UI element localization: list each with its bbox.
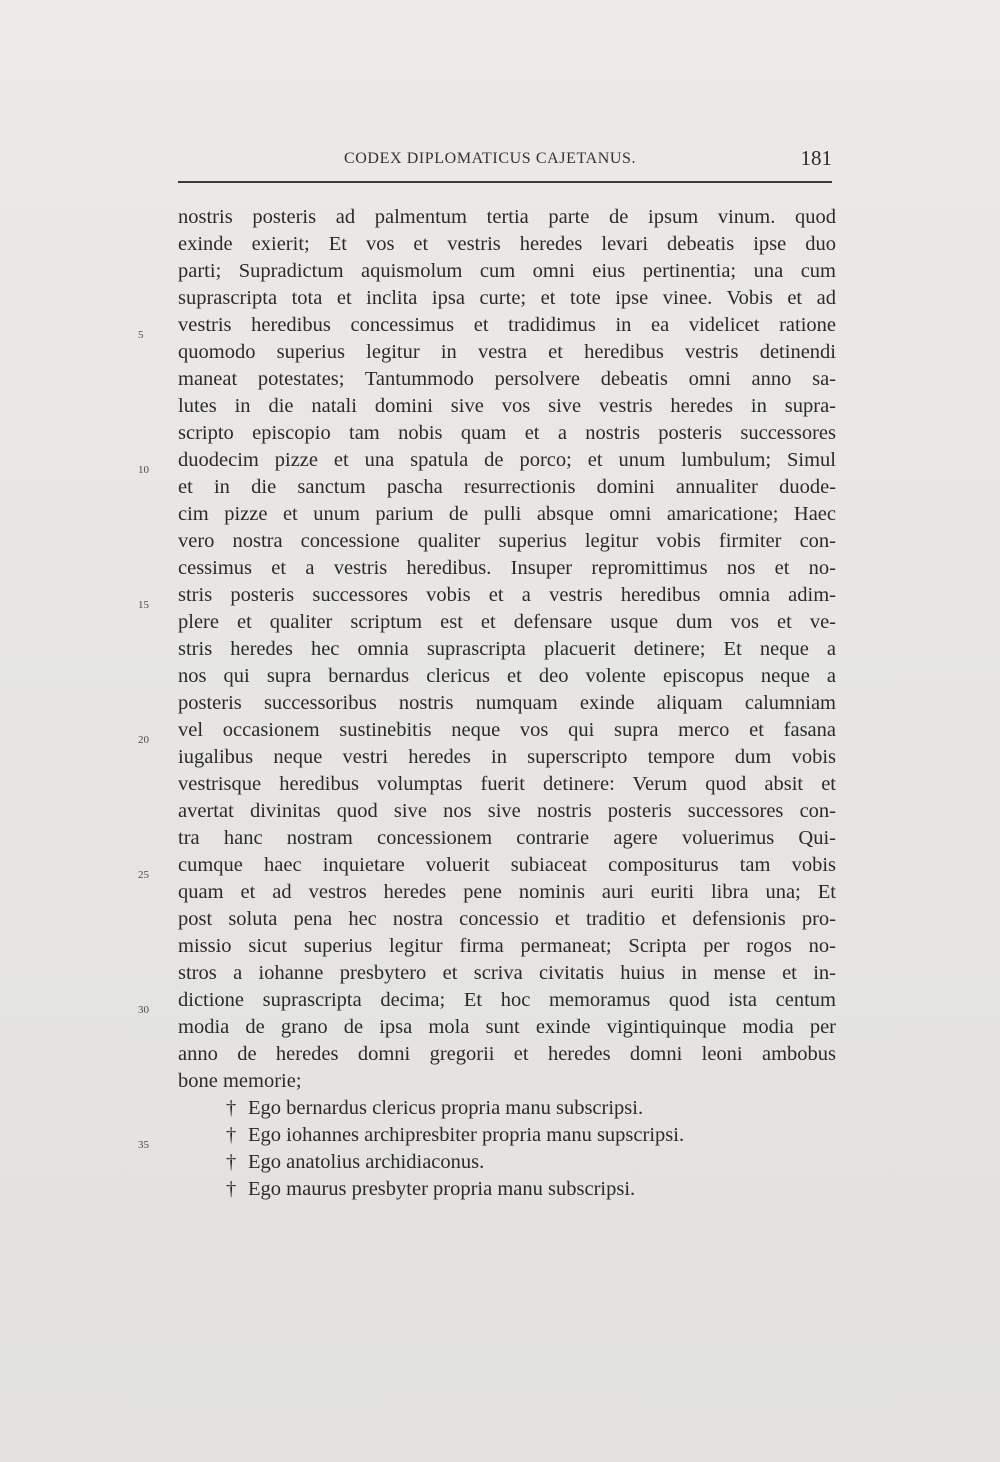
text-line-33: bone memorie; — [178, 1070, 302, 1092]
text-line-2: exinde exierit; Et vos et vestris heredes levari debeatis ipse duo — [178, 233, 836, 255]
line-number-20: 20 — [138, 734, 149, 746]
text-line-3: parti; Supradictum aquismolum cum omni eius pertinentia; una cum — [178, 260, 836, 282]
line-number-15: 15 — [138, 599, 149, 611]
text-line-16: plere et qualiter scriptum est et defensare usque dum vos et ve- — [178, 611, 836, 633]
running-head — [178, 146, 832, 172]
text-line-25: cumque haec inquietare voluerit subiaceat compositurus tam vobis — [178, 854, 836, 876]
text-line-27: post soluta pena hec nostra concessio et traditio et defensionis pro- — [178, 908, 836, 930]
dagger-cross-icon: † — [226, 1151, 237, 1173]
text-line-12: cim pizze et unum parium de pulli absque omni amaricatione; Haec — [178, 503, 836, 525]
signature-text: Ego iohannes archipresbiter propria manu supscripsi. — [248, 1124, 685, 1146]
text-line-20: vel occasionem sustinebitis neque vos qui supra merco et fasana — [178, 719, 836, 741]
signature-line-4 — [178, 1176, 836, 1203]
line-number-30: 30 — [138, 1004, 149, 1016]
text-line-7: maneat potestates; Tantummodo persolvere debeatis omni anno sa- — [178, 368, 836, 390]
text-line-30: dictione suprascripta decima; Et hoc memoramus quod ista centum — [178, 989, 836, 1011]
signature-line-1 — [178, 1095, 836, 1122]
dagger-cross-icon: † — [226, 1124, 237, 1146]
text-line-21: iugalibus neque vestri heredes in superscripto tempore dum vobis — [178, 746, 836, 768]
text-line-10: duodecim pizze et una spatula de porco; et unum lumbulum; Simul — [178, 449, 836, 471]
line-number-10: 10 — [138, 464, 149, 476]
charter-text — [178, 204, 836, 1203]
text-line-28: missio sicut superius legitur firma permaneat; Scripta per rogos no- — [178, 935, 836, 957]
text-line-26: quam et ad vestros heredes pene nominis auri euriti libra una; Et — [178, 881, 836, 903]
text-line-15: stris posteris successores vobis et a vestris heredibus omnia adim- — [178, 584, 836, 606]
signature-text: Ego maurus presbyter propria manu subscripsi. — [248, 1178, 636, 1200]
text-line-18: nos qui supra bernardus clericus et deo volente episcopus neque a — [178, 665, 836, 687]
dagger-cross-icon: † — [226, 1097, 237, 1119]
signature-text: Ego bernardus clericus propria manu subscripsi. — [248, 1097, 644, 1119]
text-line-6: quomodo superius legitur in vestra et heredibus vestris detinendi — [178, 341, 836, 363]
text-line-11: et in die sanctum pascha resurrectionis domini annualiter duode- — [178, 476, 836, 498]
line-number-5: 5 — [138, 329, 144, 341]
text-line-29: stros a iohanne presbytero et scriva civitatis huius in mense et in- — [178, 962, 836, 984]
text-line-31: modia de grano de ipsa mola sunt exinde vigintiquinque modia per — [178, 1016, 836, 1038]
running-title: CODEX DIPLOMATICUS CAJETANUS. — [344, 150, 637, 167]
text-line-14: cessimus et a vestris heredibus. Insuper repromittimus nos et no- — [178, 557, 836, 579]
text-line-22: vestrisque heredibus volumptas fuerit detinere: Verum quod absit et — [178, 773, 836, 795]
signature-line-3 — [178, 1149, 836, 1176]
text-line-8: lutes in die natali domini sive vos sive vestris heredes in supra- — [178, 395, 836, 417]
text-line-1: nostris posteris ad palmentum tertia parte de ipsum vinum. quod — [178, 206, 836, 228]
line-number-35: 35 — [138, 1139, 149, 1151]
signature-line-2 — [178, 1122, 836, 1149]
page-number: 181 — [800, 146, 832, 170]
text-line-23: avertat divinitas quod sive nos sive nostris posteris successores con- — [178, 800, 836, 822]
dagger-cross-icon: † — [226, 1178, 237, 1200]
header-rule — [178, 181, 832, 183]
line-number-25: 25 — [138, 869, 149, 881]
text-line-24: tra hanc nostram concessionem contrarie agere voluerimus Qui- — [178, 827, 836, 849]
text-line-5: vestris heredibus concessimus et tradidimus in ea videlicet ratione — [178, 314, 836, 336]
signature-text: Ego anatolius archidiaconus. — [248, 1151, 485, 1173]
text-line-13: vero nostra concessione qualiter superius legitur vobis firmiter con- — [178, 530, 836, 552]
text-line-32: anno de heredes domni gregorii et heredes domni leoni ambobus — [178, 1043, 836, 1065]
text-line-19: posteris successoribus nostris numquam exinde aliquam calumniam — [178, 692, 836, 714]
text-line-17: stris heredes hec omnia suprascripta placuerit detinere; Et neque a — [178, 638, 836, 660]
text-line-9: scripto episcopio tam nobis quam et a nostris posteris successores — [178, 422, 836, 444]
text-line-4: suprascripta tota et inclita ipsa curte; et tote ipse vinee. Vobis et ad — [178, 287, 836, 309]
